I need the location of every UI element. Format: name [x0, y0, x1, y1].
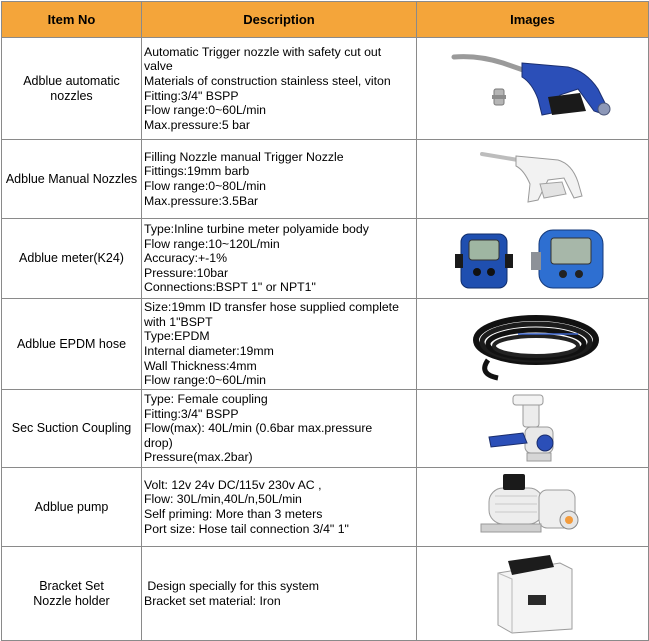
table-row: [2, 390, 649, 468]
table-row: [2, 219, 649, 299]
bracket-holder-icon: [478, 553, 588, 635]
item-cell: Adblue pump: [2, 468, 142, 547]
header-images: Images: [417, 2, 649, 38]
flow-meter-icon: [453, 224, 613, 294]
suction-coupling-icon: [483, 393, 583, 465]
item-cell: Adblue Manual Nozzles: [2, 140, 142, 219]
item-cell: Adblue meter(K24): [2, 219, 142, 299]
hose-coil-icon: [458, 304, 608, 384]
image-cell: [417, 390, 649, 468]
spec-table: [1, 1, 649, 641]
description-cell: Type:Inline turbine meter polyamide body Flow range:10~120L/min Accuracy:+-1% Pressure:10bar Connections:BSPT 1" or NPT1": [142, 219, 417, 299]
table-row: [2, 547, 649, 641]
item-cell: Sec Suction Coupling: [2, 390, 142, 468]
image-cell: [417, 547, 649, 641]
table-row: [2, 468, 649, 547]
description-cell: Filling Nozzle manual Trigger Nozzle Fittings:19mm barb Flow range:0~80L/min Max.pressure:3.5Bar: [142, 140, 417, 219]
description-cell: Type: Female coupling Fitting:3/4" BSPP Flow(max): 40L/min (0.6bar max.pressure drop) Pressure(max.2bar): [142, 390, 417, 468]
table-row: [2, 140, 649, 219]
image-cell: [417, 140, 649, 219]
automatic-nozzle-icon: [448, 49, 618, 129]
header-row: [2, 2, 649, 38]
image-cell: [417, 299, 649, 390]
image-cell: [417, 219, 649, 299]
header-description: Description: [142, 2, 417, 38]
item-cell: Bracket Set Nozzle holder: [2, 547, 142, 641]
header-item-no: Item No: [2, 2, 142, 38]
table-row: [2, 38, 649, 140]
description-cell: Size:19mm ID transfer hose supplied complete with 1"BSPT Type:EPDM Internal diameter:19mm Wall Thickness:4mm Flow range:0~60L/min: [142, 299, 417, 390]
description-cell: Automatic Trigger nozzle with safety cut out valve Materials of construction stainless steel, viton Fitting:3/4" BSPP Flow range:0~60L/min Max.pressure:5 bar: [142, 38, 417, 140]
item-cell: Adblue EPDM hose: [2, 299, 142, 390]
pump-icon: [473, 470, 593, 544]
description-cell: Volt: 12v 24v DC/115v 230v AC , Flow: 30L/min,40L/n,50L/min Self priming: More than 3 meters Port size: Hose tail connection 3/4" 1": [142, 468, 417, 547]
image-cell: [417, 38, 649, 140]
item-cell: Adblue automatic nozzles: [2, 38, 142, 140]
description-cell: Design specially for this system Bracket set material: Iron: [142, 547, 417, 641]
table-row: [2, 299, 649, 390]
image-cell: [417, 468, 649, 547]
manual-nozzle-icon: [478, 144, 588, 214]
